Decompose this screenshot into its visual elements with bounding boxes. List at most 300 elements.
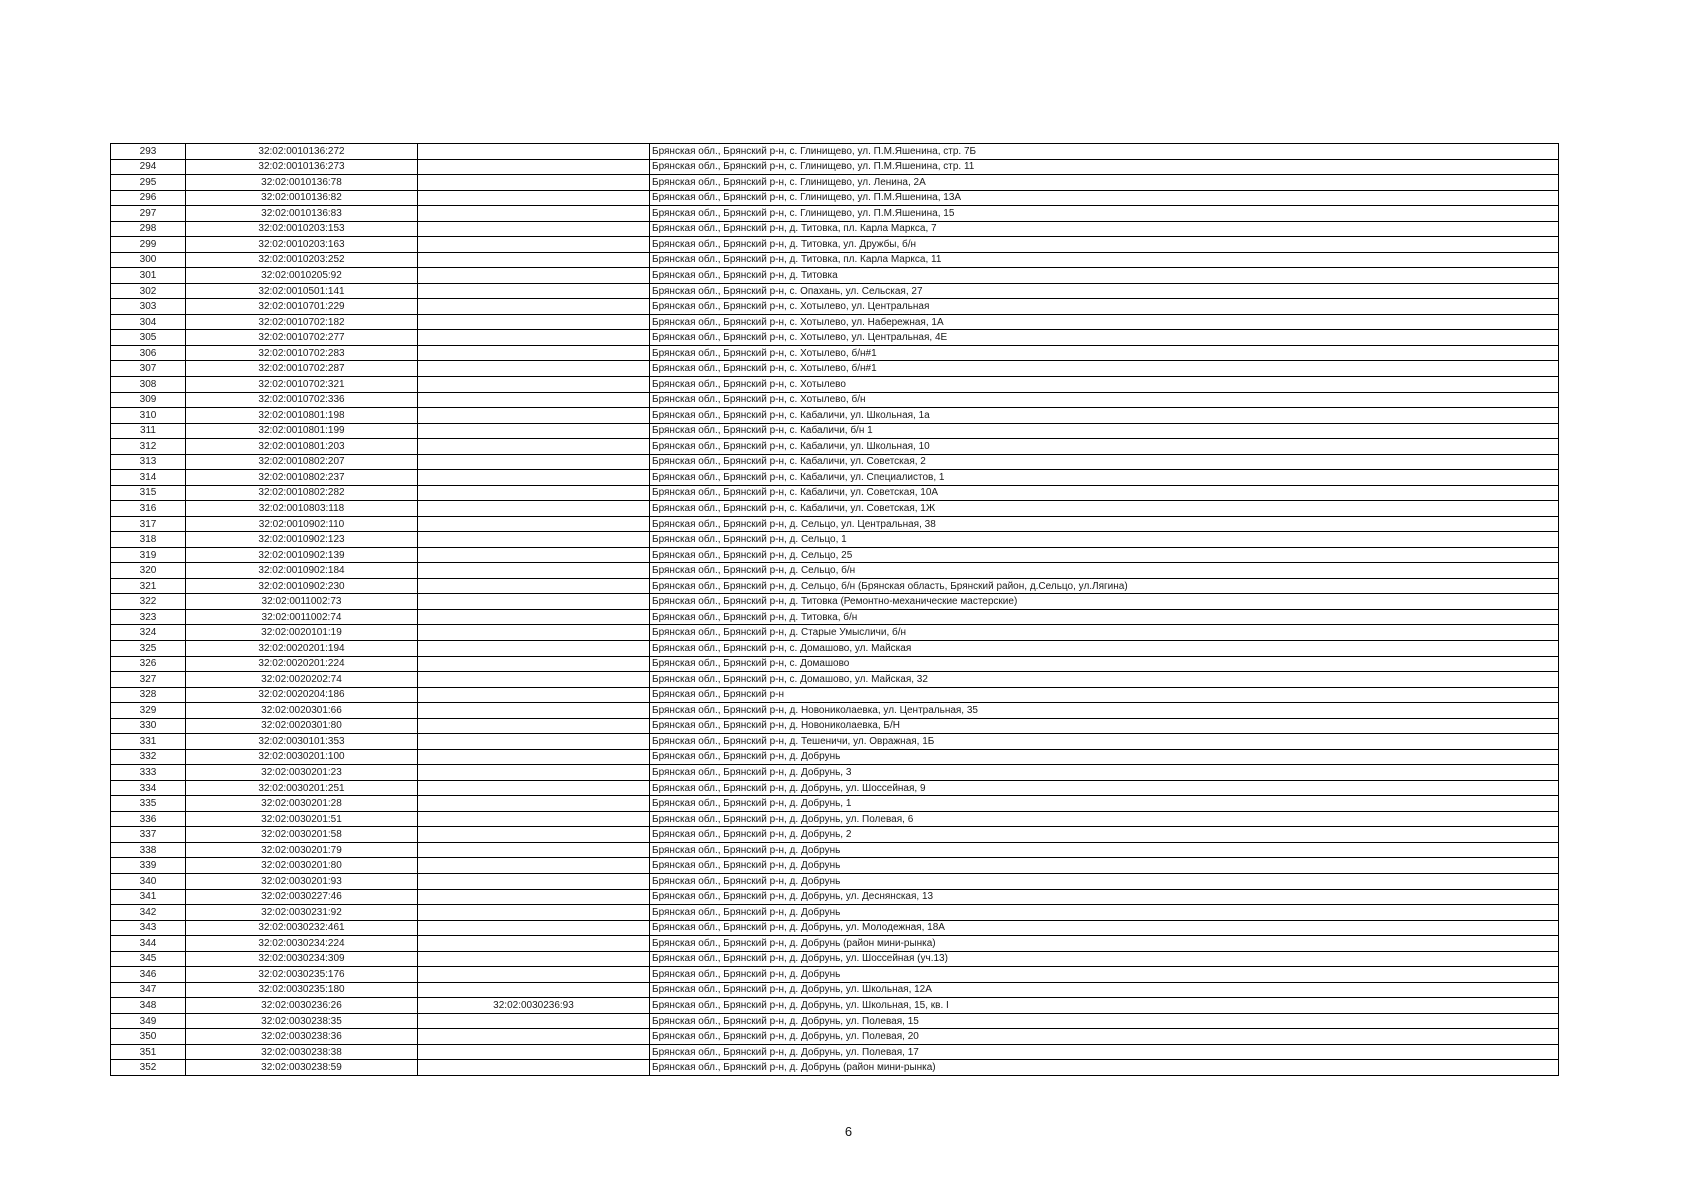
- address-cell: Брянская обл., Брянский р-н, д. Добрунь, ул. Шоссейная, 9: [650, 780, 1559, 796]
- related-cadastral-number-cell: [418, 159, 650, 175]
- address-cell: Брянская обл., Брянский р-н, с. Кабаличи, ул. Советская, 1Ж: [650, 501, 1559, 517]
- related-cadastral-number-cell: [418, 780, 650, 796]
- related-cadastral-number-cell: [418, 1044, 650, 1060]
- table-row: [111, 734, 1559, 750]
- row-number-cell: 336: [111, 811, 186, 827]
- row-number-cell: 314: [111, 470, 186, 486]
- row-number-cell: 298: [111, 221, 186, 237]
- row-number-cell: 334: [111, 780, 186, 796]
- row-number-cell: 328: [111, 687, 186, 703]
- table-row: [111, 144, 1559, 160]
- row-number-cell: 335: [111, 796, 186, 812]
- table-row: [111, 982, 1559, 998]
- address-cell: Брянская обл., Брянский р-н, д. Добрунь: [650, 873, 1559, 889]
- address-cell: Брянская обл., Брянский р-н, с. Хотылево, ул. Набережная, 1А: [650, 314, 1559, 330]
- table-row: [111, 656, 1559, 672]
- row-number-cell: 318: [111, 532, 186, 548]
- cadastral-number-cell: 32:02:0030201:28: [186, 796, 418, 812]
- cadastral-number-cell: 32:02:0010702:283: [186, 345, 418, 361]
- cadastral-number-cell: 32:02:0030236:26: [186, 998, 418, 1014]
- table-row: [111, 905, 1559, 921]
- row-number-cell: 333: [111, 765, 186, 781]
- row-number-cell: 299: [111, 237, 186, 253]
- related-cadastral-number-cell: [418, 594, 650, 610]
- address-cell: Брянская обл., Брянский р-н, д. Титовка, б/н: [650, 609, 1559, 625]
- row-number-cell: 329: [111, 703, 186, 719]
- cadastral-number-cell: 32:02:0010702:287: [186, 361, 418, 377]
- address-cell: Брянская обл., Брянский р-н, д. Добрунь: [650, 967, 1559, 983]
- table-row: [111, 330, 1559, 346]
- cadastral-number-cell: 32:02:0010702:321: [186, 376, 418, 392]
- address-cell: Брянская обл., Брянский р-н, д. Добрунь, 1: [650, 796, 1559, 812]
- address-cell: Брянская обл., Брянский р-н, с. Домашово, ул. Майская: [650, 641, 1559, 657]
- address-cell: Брянская обл., Брянский р-н, с. Кабаличи, ул. Советская, 2: [650, 454, 1559, 470]
- related-cadastral-number-cell: [418, 330, 650, 346]
- related-cadastral-number-cell: [418, 687, 650, 703]
- address-cell: Брянская обл., Брянский р-н, д. Добрунь (район мини-рынка): [650, 1060, 1559, 1076]
- cadastral-number-cell: 32:02:0030235:176: [186, 967, 418, 983]
- address-cell: Брянская обл., Брянский р-н, д. Сельцо, 1: [650, 532, 1559, 548]
- row-number-cell: 324: [111, 625, 186, 641]
- related-cadastral-number-cell: [418, 408, 650, 424]
- row-number-cell: 302: [111, 283, 186, 299]
- table-row: [111, 625, 1559, 641]
- table-row: [111, 1029, 1559, 1045]
- cadastral-number-cell: 32:02:0010702:182: [186, 314, 418, 330]
- address-cell: Брянская обл., Брянский р-н, д. Добрунь, ул. Полевая, 15: [650, 1013, 1559, 1029]
- row-number-cell: 332: [111, 749, 186, 765]
- cadastral-number-cell: 32:02:0030201:23: [186, 765, 418, 781]
- related-cadastral-number-cell: [418, 858, 650, 874]
- table-row: [111, 703, 1559, 719]
- related-cadastral-number-cell: [418, 827, 650, 843]
- table-row: [111, 408, 1559, 424]
- table-row: [111, 936, 1559, 952]
- row-number-cell: 304: [111, 314, 186, 330]
- property-table-body: [111, 144, 1559, 1076]
- table-row: [111, 578, 1559, 594]
- cadastral-number-cell: 32:02:0030238:38: [186, 1044, 418, 1060]
- row-number-cell: 351: [111, 1044, 186, 1060]
- cadastral-number-cell: 32:02:0020101:19: [186, 625, 418, 641]
- row-number-cell: 308: [111, 376, 186, 392]
- related-cadastral-number-cell: [418, 252, 650, 268]
- related-cadastral-number-cell: 32:02:0030236:93: [418, 998, 650, 1014]
- row-number-cell: 313: [111, 454, 186, 470]
- table-row: [111, 765, 1559, 781]
- cadastral-number-cell: 32:02:0010802:207: [186, 454, 418, 470]
- address-cell: Брянская обл., Брянский р-н, с. Глинищево, ул. П.М.Яшенина, стр. 7Б: [650, 144, 1559, 160]
- cadastral-number-cell: 32:02:0010136:272: [186, 144, 418, 160]
- address-cell: Брянская обл., Брянский р-н, д. Тешеничи, ул. Овражная, 1Б: [650, 734, 1559, 750]
- address-cell: Брянская обл., Брянский р-н, с. Хотылево, б/н#1: [650, 345, 1559, 361]
- related-cadastral-number-cell: [418, 1060, 650, 1076]
- related-cadastral-number-cell: [418, 1029, 650, 1045]
- address-cell: Брянская обл., Брянский р-н, с. Кабаличи, ул. Советская, 10А: [650, 485, 1559, 501]
- related-cadastral-number-cell: [418, 439, 650, 455]
- table-row: [111, 237, 1559, 253]
- row-number-cell: 331: [111, 734, 186, 750]
- address-cell: Брянская обл., Брянский р-н, д. Добрунь, ул. Школьная, 12А: [650, 982, 1559, 998]
- address-cell: Брянская обл., Брянский р-н, д. Добрунь, ул. Шоссейная (уч.13): [650, 951, 1559, 967]
- related-cadastral-number-cell: [418, 376, 650, 392]
- cadastral-number-cell: 32:02:0030235:180: [186, 982, 418, 998]
- related-cadastral-number-cell: [418, 314, 650, 330]
- address-cell: Брянская обл., Брянский р-н, д. Добрунь (район мини-рынка): [650, 936, 1559, 952]
- row-number-cell: 352: [111, 1060, 186, 1076]
- cadastral-number-cell: 32:02:0030231:92: [186, 905, 418, 921]
- address-cell: Брянская обл., Брянский р-н, д. Титовка, пл. Карла Маркса, 7: [650, 221, 1559, 237]
- related-cadastral-number-cell: [418, 175, 650, 191]
- cadastral-number-cell: 32:02:0030201:51: [186, 811, 418, 827]
- row-number-cell: 321: [111, 578, 186, 594]
- cadastral-number-cell: 32:02:0020204:186: [186, 687, 418, 703]
- table-row: [111, 749, 1559, 765]
- related-cadastral-number-cell: [418, 206, 650, 222]
- related-cadastral-number-cell: [418, 920, 650, 936]
- address-cell: Брянская обл., Брянский р-н, д. Добрунь, ул. Деснянская, 13: [650, 889, 1559, 905]
- address-cell: Брянская обл., Брянский р-н, д. Новониколаевка, ул. Центральная, 35: [650, 703, 1559, 719]
- cadastral-number-cell: 32:02:0030238:35: [186, 1013, 418, 1029]
- table-row: [111, 641, 1559, 657]
- cadastral-number-cell: 32:02:0030201:58: [186, 827, 418, 843]
- table-row: [111, 873, 1559, 889]
- table-row: [111, 470, 1559, 486]
- row-number-cell: 306: [111, 345, 186, 361]
- related-cadastral-number-cell: [418, 873, 650, 889]
- related-cadastral-number-cell: [418, 299, 650, 315]
- address-cell: Брянская обл., Брянский р-н, д. Новониколаевка, Б/Н: [650, 718, 1559, 734]
- cadastral-number-cell: 32:02:0030201:79: [186, 842, 418, 858]
- related-cadastral-number-cell: [418, 470, 650, 486]
- related-cadastral-number-cell: [418, 1013, 650, 1029]
- row-number-cell: 311: [111, 423, 186, 439]
- table-row: [111, 967, 1559, 983]
- table-row: [111, 687, 1559, 703]
- related-cadastral-number-cell: [418, 144, 650, 160]
- row-number-cell: 346: [111, 967, 186, 983]
- related-cadastral-number-cell: [418, 609, 650, 625]
- row-number-cell: 301: [111, 268, 186, 284]
- row-number-cell: 296: [111, 190, 186, 206]
- row-number-cell: 322: [111, 594, 186, 610]
- related-cadastral-number-cell: [418, 811, 650, 827]
- cadastral-number-cell: 32:02:0010702:277: [186, 330, 418, 346]
- related-cadastral-number-cell: [418, 796, 650, 812]
- cadastral-number-cell: 32:02:0010802:282: [186, 485, 418, 501]
- table-row: [111, 423, 1559, 439]
- address-cell: Брянская обл., Брянский р-н, д. Сельцо, б/н (Брянская область, Брянский район, д.Сельцо, ул.Лягина): [650, 578, 1559, 594]
- table-row: [111, 485, 1559, 501]
- cadastral-number-cell: 32:02:0011002:74: [186, 609, 418, 625]
- related-cadastral-number-cell: [418, 749, 650, 765]
- cadastral-number-cell: 32:02:0030201:80: [186, 858, 418, 874]
- related-cadastral-number-cell: [418, 221, 650, 237]
- row-number-cell: 344: [111, 936, 186, 952]
- table-row: [111, 889, 1559, 905]
- related-cadastral-number-cell: [418, 283, 650, 299]
- property-table: [110, 143, 1559, 1076]
- table-row: [111, 563, 1559, 579]
- cadastral-number-cell: 32:02:0030201:93: [186, 873, 418, 889]
- cadastral-number-cell: 32:02:0010801:198: [186, 408, 418, 424]
- related-cadastral-number-cell: [418, 765, 650, 781]
- row-number-cell: 300: [111, 252, 186, 268]
- row-number-cell: 340: [111, 873, 186, 889]
- cadastral-number-cell: 32:02:0030234:309: [186, 951, 418, 967]
- row-number-cell: 327: [111, 672, 186, 688]
- table-row: [111, 827, 1559, 843]
- cadastral-number-cell: 32:02:0010501:141: [186, 283, 418, 299]
- cadastral-number-cell: 32:02:0010801:203: [186, 439, 418, 455]
- cadastral-number-cell: 32:02:0020202:74: [186, 672, 418, 688]
- cadastral-number-cell: 32:02:0030238:59: [186, 1060, 418, 1076]
- related-cadastral-number-cell: [418, 905, 650, 921]
- cadastral-number-cell: 32:02:0010136:273: [186, 159, 418, 175]
- cadastral-number-cell: 32:02:0030234:224: [186, 936, 418, 952]
- table-row: [111, 951, 1559, 967]
- table-row: [111, 842, 1559, 858]
- row-number-cell: 297: [111, 206, 186, 222]
- row-number-cell: 294: [111, 159, 186, 175]
- related-cadastral-number-cell: [418, 190, 650, 206]
- address-cell: Брянская обл., Брянский р-н, д. Добрунь, 2: [650, 827, 1559, 843]
- related-cadastral-number-cell: [418, 625, 650, 641]
- table-row: [111, 594, 1559, 610]
- row-number-cell: 341: [111, 889, 186, 905]
- address-cell: Брянская обл., Брянский р-н, с. Домашово, ул. Майская, 32: [650, 672, 1559, 688]
- table-row: [111, 159, 1559, 175]
- cadastral-number-cell: 32:02:0010902:123: [186, 532, 418, 548]
- cadastral-number-cell: 32:02:0010902:184: [186, 563, 418, 579]
- address-cell: Брянская обл., Брянский р-н, д. Добрунь, ул. Полевая, 17: [650, 1044, 1559, 1060]
- related-cadastral-number-cell: [418, 982, 650, 998]
- related-cadastral-number-cell: [418, 951, 650, 967]
- address-cell: Брянская обл., Брянский р-н, д. Добрунь: [650, 749, 1559, 765]
- related-cadastral-number-cell: [418, 889, 650, 905]
- address-cell: Брянская обл., Брянский р-н, д. Сельцо, 25: [650, 547, 1559, 563]
- cadastral-number-cell: 32:02:0010902:110: [186, 516, 418, 532]
- row-number-cell: 303: [111, 299, 186, 315]
- table-row: [111, 392, 1559, 408]
- address-cell: Брянская обл., Брянский р-н: [650, 687, 1559, 703]
- row-number-cell: 317: [111, 516, 186, 532]
- table-row: [111, 345, 1559, 361]
- cadastral-number-cell: 32:02:0030238:36: [186, 1029, 418, 1045]
- cadastral-number-cell: 32:02:0010803:118: [186, 501, 418, 517]
- row-number-cell: 348: [111, 998, 186, 1014]
- address-cell: Брянская обл., Брянский р-н, д. Старые Умысличи, б/н: [650, 625, 1559, 641]
- related-cadastral-number-cell: [418, 703, 650, 719]
- table-row: [111, 672, 1559, 688]
- address-cell: Брянская обл., Брянский р-н, д. Сельцо, ул. Центральная, 38: [650, 516, 1559, 532]
- cadastral-number-cell: 32:02:0020201:194: [186, 641, 418, 657]
- related-cadastral-number-cell: [418, 268, 650, 284]
- table-row: [111, 299, 1559, 315]
- cadastral-number-cell: 32:02:0010136:78: [186, 175, 418, 191]
- address-cell: Брянская обл., Брянский р-н, с. Хотылево, ул. Центральная: [650, 299, 1559, 315]
- related-cadastral-number-cell: [418, 532, 650, 548]
- address-cell: Брянская обл., Брянский р-н, д. Добрунь, ул. Полевая, 20: [650, 1029, 1559, 1045]
- address-cell: Брянская обл., Брянский р-н, д. Добрунь, ул. Школьная, 15, кв. I: [650, 998, 1559, 1014]
- address-cell: Брянская обл., Брянский р-н, д. Добрунь: [650, 842, 1559, 858]
- address-cell: Брянская обл., Брянский р-н, с. Домашово: [650, 656, 1559, 672]
- address-cell: Брянская обл., Брянский р-н, с. Глинищево, ул. П.М.Яшенина, 15: [650, 206, 1559, 222]
- related-cadastral-number-cell: [418, 936, 650, 952]
- page-number: 6: [844, 1124, 853, 1139]
- cadastral-number-cell: 32:02:0010701:229: [186, 299, 418, 315]
- cadastral-number-cell: 32:02:0010203:153: [186, 221, 418, 237]
- cadastral-number-cell: 32:02:0010203:252: [186, 252, 418, 268]
- related-cadastral-number-cell: [418, 345, 650, 361]
- cadastral-number-cell: 32:02:0030232:461: [186, 920, 418, 936]
- cadastral-number-cell: 32:02:0020301:80: [186, 718, 418, 734]
- row-number-cell: 315: [111, 485, 186, 501]
- related-cadastral-number-cell: [418, 423, 650, 439]
- address-cell: Брянская обл., Брянский р-н, д. Сельцо, б/н: [650, 563, 1559, 579]
- table-row: [111, 376, 1559, 392]
- address-cell: Брянская обл., Брянский р-н, д. Титовка (Ремонтно-механические мастерские): [650, 594, 1559, 610]
- cadastral-number-cell: 32:02:0010136:83: [186, 206, 418, 222]
- table-row: [111, 221, 1559, 237]
- related-cadastral-number-cell: [418, 547, 650, 563]
- table-row: [111, 998, 1559, 1014]
- address-cell: Брянская обл., Брянский р-н, с. Глинищево, ул. Ленина, 2А: [650, 175, 1559, 191]
- cadastral-number-cell: 32:02:0010136:82: [186, 190, 418, 206]
- row-number-cell: 305: [111, 330, 186, 346]
- table-row: [111, 920, 1559, 936]
- address-cell: Брянская обл., Брянский р-н, с. Кабаличи, ул. Школьная, 10: [650, 439, 1559, 455]
- related-cadastral-number-cell: [418, 516, 650, 532]
- cadastral-number-cell: 32:02:0011002:73: [186, 594, 418, 610]
- address-cell: Брянская обл., Брянский р-н, д. Добрунь, ул. Молодежная, 18А: [650, 920, 1559, 936]
- related-cadastral-number-cell: [418, 501, 650, 517]
- cadastral-number-cell: 32:02:0010902:230: [186, 578, 418, 594]
- cadastral-number-cell: 32:02:0010801:199: [186, 423, 418, 439]
- table-row: [111, 718, 1559, 734]
- table-row: [111, 547, 1559, 563]
- row-number-cell: 342: [111, 905, 186, 921]
- table-row: [111, 439, 1559, 455]
- address-cell: Брянская обл., Брянский р-н, с. Хотылево, ул. Центральная, 4Е: [650, 330, 1559, 346]
- cadastral-number-cell: 32:02:0030227:46: [186, 889, 418, 905]
- table-row: [111, 1060, 1559, 1076]
- table-row: [111, 190, 1559, 206]
- related-cadastral-number-cell: [418, 656, 650, 672]
- table-row: [111, 361, 1559, 377]
- address-cell: Брянская обл., Брянский р-н, д. Титовка, ул. Дружбы, б/н: [650, 237, 1559, 253]
- cadastral-number-cell: 32:02:0010205:92: [186, 268, 418, 284]
- table-row: [111, 268, 1559, 284]
- address-cell: Брянская обл., Брянский р-н, с. Хотылево: [650, 376, 1559, 392]
- address-cell: Брянская обл., Брянский р-н, д. Титовка: [650, 268, 1559, 284]
- address-cell: Брянская обл., Брянский р-н, с. Глинищево, ул. П.М.Яшенина, 13А: [650, 190, 1559, 206]
- related-cadastral-number-cell: [418, 734, 650, 750]
- address-cell: Брянская обл., Брянский р-н, с. Опахань, ул. Сельская, 27: [650, 283, 1559, 299]
- row-number-cell: 347: [111, 982, 186, 998]
- address-cell: Брянская обл., Брянский р-н, с. Кабаличи, ул. Специалистов, 1: [650, 470, 1559, 486]
- row-number-cell: 316: [111, 501, 186, 517]
- related-cadastral-number-cell: [418, 641, 650, 657]
- table-row: [111, 516, 1559, 532]
- address-cell: Брянская обл., Брянский р-н, с. Хотылево, б/н#1: [650, 361, 1559, 377]
- cadastral-number-cell: 32:02:0010902:139: [186, 547, 418, 563]
- table-row: [111, 532, 1559, 548]
- row-number-cell: 350: [111, 1029, 186, 1045]
- cadastral-number-cell: 32:02:0030101:353: [186, 734, 418, 750]
- row-number-cell: 349: [111, 1013, 186, 1029]
- row-number-cell: 326: [111, 656, 186, 672]
- row-number-cell: 312: [111, 439, 186, 455]
- row-number-cell: 293: [111, 144, 186, 160]
- cadastral-number-cell: 32:02:0010203:163: [186, 237, 418, 253]
- address-cell: Брянская обл., Брянский р-н, с. Кабаличи, б/н 1: [650, 423, 1559, 439]
- related-cadastral-number-cell: [418, 563, 650, 579]
- related-cadastral-number-cell: [418, 672, 650, 688]
- row-number-cell: 307: [111, 361, 186, 377]
- table-row: [111, 283, 1559, 299]
- row-number-cell: 330: [111, 718, 186, 734]
- address-cell: Брянская обл., Брянский р-н, д. Титовка, пл. Карла Маркса, 11: [650, 252, 1559, 268]
- row-number-cell: 309: [111, 392, 186, 408]
- table-row: [111, 796, 1559, 812]
- row-number-cell: 319: [111, 547, 186, 563]
- table-row: [111, 314, 1559, 330]
- table-row: [111, 1044, 1559, 1060]
- related-cadastral-number-cell: [418, 485, 650, 501]
- cadastral-number-cell: 32:02:0010702:336: [186, 392, 418, 408]
- table-row: [111, 501, 1559, 517]
- address-cell: Брянская обл., Брянский р-н, д. Добрунь, ул. Полевая, 6: [650, 811, 1559, 827]
- cadastral-number-cell: 32:02:0020201:224: [186, 656, 418, 672]
- table-row: [111, 858, 1559, 874]
- row-number-cell: 337: [111, 827, 186, 843]
- row-number-cell: 323: [111, 609, 186, 625]
- row-number-cell: 295: [111, 175, 186, 191]
- row-number-cell: 310: [111, 408, 186, 424]
- related-cadastral-number-cell: [418, 967, 650, 983]
- address-cell: Брянская обл., Брянский р-н, д. Добрунь, 3: [650, 765, 1559, 781]
- row-number-cell: 325: [111, 641, 186, 657]
- row-number-cell: 343: [111, 920, 186, 936]
- table-row: [111, 252, 1559, 268]
- address-cell: Брянская обл., Брянский р-н, с. Глинищево, ул. П.М.Яшенина, стр. 11: [650, 159, 1559, 175]
- table-row: [111, 1013, 1559, 1029]
- related-cadastral-number-cell: [418, 237, 650, 253]
- row-number-cell: 339: [111, 858, 186, 874]
- related-cadastral-number-cell: [418, 718, 650, 734]
- cadastral-number-cell: 32:02:0030201:100: [186, 749, 418, 765]
- address-cell: Брянская обл., Брянский р-н, с. Хотылево, б/н: [650, 392, 1559, 408]
- related-cadastral-number-cell: [418, 361, 650, 377]
- cadastral-number-cell: 32:02:0030201:251: [186, 780, 418, 796]
- cadastral-number-cell: 32:02:0020301:66: [186, 703, 418, 719]
- table-row: [111, 454, 1559, 470]
- table-row: [111, 206, 1559, 222]
- table-row: [111, 811, 1559, 827]
- address-cell: Брянская обл., Брянский р-н, д. Добрунь: [650, 858, 1559, 874]
- related-cadastral-number-cell: [418, 578, 650, 594]
- table-row: [111, 609, 1559, 625]
- row-number-cell: 345: [111, 951, 186, 967]
- related-cadastral-number-cell: [418, 454, 650, 470]
- related-cadastral-number-cell: [418, 842, 650, 858]
- table-row: [111, 780, 1559, 796]
- table-row: [111, 175, 1559, 191]
- row-number-cell: 320: [111, 563, 186, 579]
- cadastral-number-cell: 32:02:0010802:237: [186, 470, 418, 486]
- address-cell: Брянская обл., Брянский р-н, д. Добрунь: [650, 905, 1559, 921]
